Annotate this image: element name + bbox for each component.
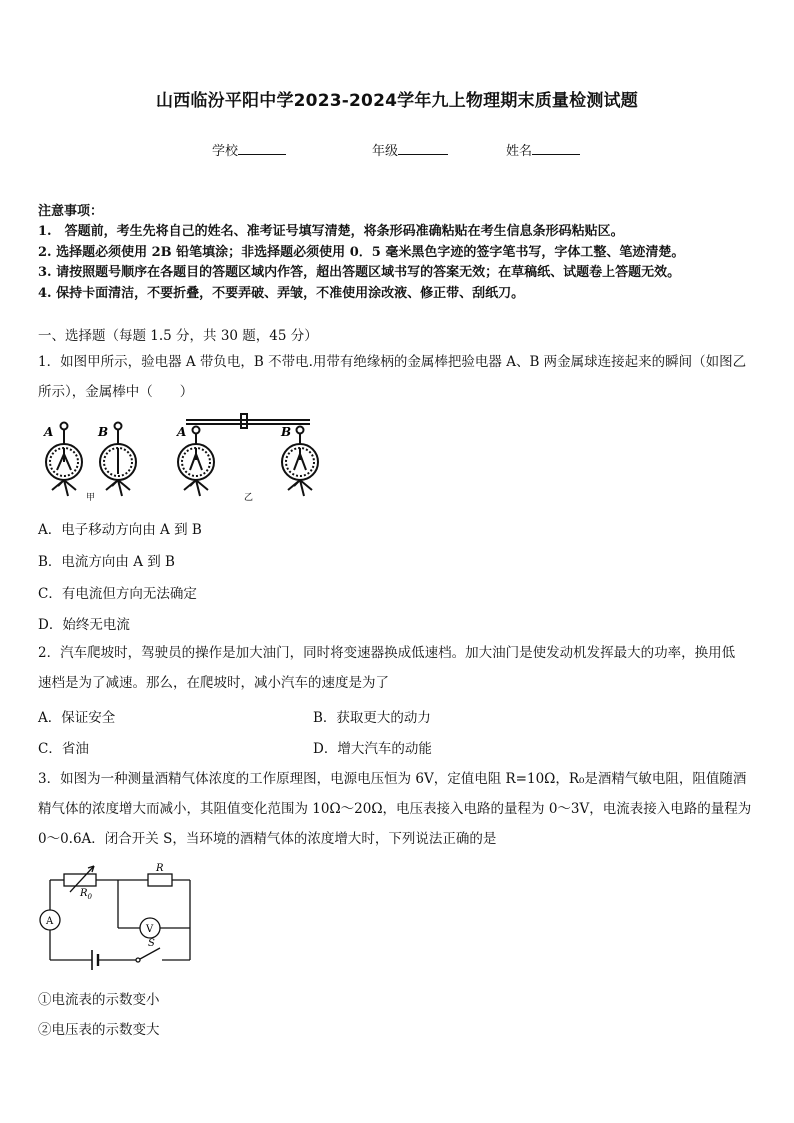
- question-1: [38, 347, 758, 407]
- notice-item: 1. 答题前，考生先将自己的姓名、准考证号填写清楚，将条形码准确粘贴在考生信息条形码粘贴区。: [38, 224, 624, 239]
- circuit-diagram: [36, 862, 198, 972]
- ammeter-label: A: [46, 916, 54, 927]
- school-blank[interactable]: [238, 141, 286, 155]
- question-3-line3: 0～0.6A．闭合开关 S，当环境的酒精气体的浓度增大时，下列说法正确的是: [38, 831, 497, 847]
- grade-blank[interactable]: [398, 141, 448, 155]
- q3-statement-2: ②电压表的示数变大: [38, 1022, 160, 1038]
- school-label: 学校: [212, 144, 239, 159]
- question-2-line2: 速档是为了减速。那么，在爬坡时，减小汽车的速度是为了: [38, 675, 389, 691]
- electroscope-figure: [38, 410, 338, 506]
- label-b-jia: B: [98, 425, 109, 439]
- name-field: [506, 140, 580, 159]
- notice-item: 4. 保持卡面清洁，不要折叠，不要弄破、弄皱，不准使用涂改液、修正带、刮纸刀。: [38, 286, 525, 301]
- name-blank[interactable]: [532, 141, 580, 155]
- grade-field: [372, 140, 448, 159]
- q1-option-d: D．始终无电流: [38, 617, 130, 633]
- section-heading: 一、选择题（每题 1.5 分，共 30 题，45 分）: [38, 328, 318, 344]
- school-field: [212, 140, 286, 159]
- grade-label: 年级: [372, 144, 399, 159]
- notice-item: 2. 选择题必须使用 2B 铅笔填涂；非选择题必须使用 0．5 毫米黑色字迹的签字笔书写，字体工整、笔迹清楚。: [38, 245, 685, 260]
- q1-option-c: C．有电流但方向无法确定: [38, 586, 197, 602]
- question-1-line2: 所示），金属棒中（ ）: [38, 384, 194, 400]
- question-1-line1: 1．如图甲所示，验电器 A 带负电，B 不带电.用带有绝缘柄的金属棒把验电器 A、B 两金属球连接起来的瞬间（如图乙: [38, 354, 747, 370]
- voltmeter-label: V: [146, 924, 154, 935]
- question-2-line1: 2．汽车爬坡时，驾驶员的操作是加大油门，同时将变速器换成低速档。加大油门是使发动机发挥最大的功率，换用低: [38, 645, 736, 661]
- name-label: 姓名: [506, 144, 533, 159]
- figure-label-jia: 甲: [86, 493, 96, 503]
- q1-option-a: A．电子移动方向由 A 到 B: [38, 522, 202, 538]
- notice-item: 3. 请按照题号顺序在各题目的答题区域内作答，超出答题区域书写的答案无效；在草稿纸、试题卷上答题无效。: [38, 265, 681, 280]
- label-a-jia: A: [44, 425, 54, 439]
- question-3: [38, 764, 758, 854]
- q2-option-c: C．省油: [38, 741, 89, 757]
- q2-option-a: A．保证安全: [38, 710, 116, 726]
- q1-option-b: B．电流方向由 A 到 B: [38, 554, 175, 570]
- r-label: R: [156, 863, 164, 874]
- page-title: 山西临汾平阳中学2023-2024学年九上物理期末质量检测试题: [156, 91, 638, 111]
- question-3-line2: 精气体的浓度增大而减小，其阻值变化范围为 10Ω～20Ω，电压表接入电路的量程为 0～3V，电流表接入电路的量程为: [38, 801, 752, 817]
- label-b-yi: B: [281, 425, 292, 439]
- q2-option-b: B．获取更大的动力: [313, 710, 431, 726]
- q2-option-d: D．增大汽车的动能: [313, 741, 432, 757]
- label-a-yi: A: [177, 425, 187, 439]
- r0-label: $R_0$: [80, 888, 92, 901]
- figure-label-yi: 乙: [244, 493, 254, 503]
- question-2: [38, 638, 758, 698]
- notice-heading: 注意事项：: [38, 204, 104, 219]
- q3-statement-1: ①电流表的示数变小: [38, 992, 160, 1008]
- question-3-line1: 3．如图为一种测量酒精气体浓度的工作原理图，电源电压恒为 6V，定值电阻 R=10Ω，R₀是酒精气敏电阻，阻值随酒: [38, 771, 747, 787]
- switch-label: S: [148, 938, 155, 949]
